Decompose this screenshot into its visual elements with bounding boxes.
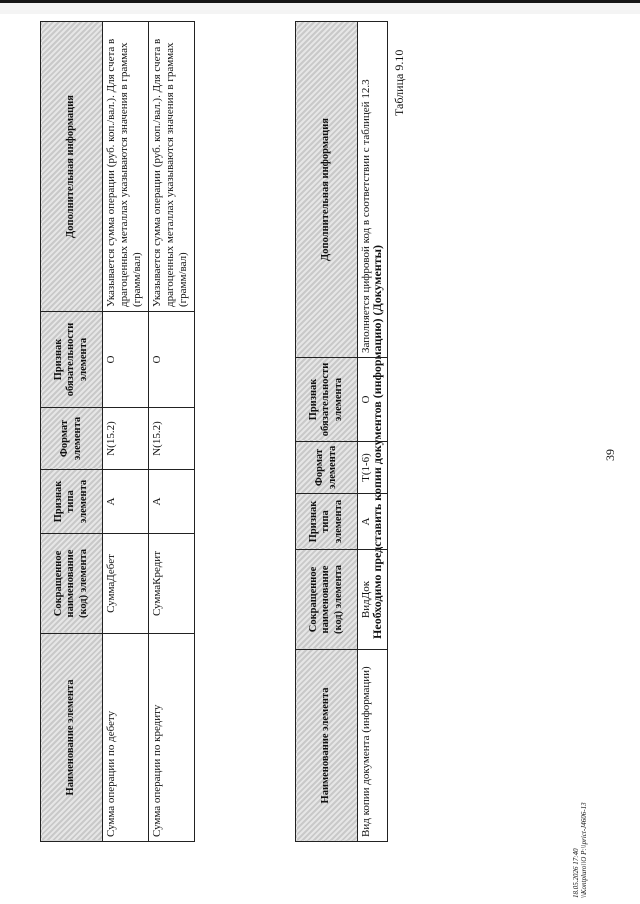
table-header-row xyxy=(41,22,103,842)
print-footer xyxy=(572,802,589,898)
column-header: Сокращенное наименование (код) элемента xyxy=(296,550,358,650)
table-cell: А xyxy=(358,494,388,550)
footer-path: \\Kontpluro\\O P:\\prict-J4606-13 xyxy=(580,802,589,898)
column-header: Наименование элемента xyxy=(41,634,103,842)
table-row xyxy=(103,22,149,842)
table-cell: Сумма операции по кредиту xyxy=(149,634,195,842)
table-cell: N(15.2) xyxy=(149,408,195,470)
table-caption: Таблица 9.10 xyxy=(392,49,406,116)
table-row xyxy=(358,22,388,842)
table-header-row xyxy=(296,22,358,842)
table-row xyxy=(149,22,195,842)
column-header: Признак типа элемента xyxy=(41,470,103,534)
column-header: Признак обязательности элемента xyxy=(296,358,358,442)
footer-timestamp: 18.05.2026 17:40 xyxy=(572,848,580,898)
table-cell: О xyxy=(358,358,388,442)
table-cell: О xyxy=(149,312,195,408)
table-cell: Указывается сумма операции (руб. коп./вал.). Для счета в драгоценных металлах указываются значения в граммах (грамм/вал) xyxy=(103,22,149,312)
table-cell: T(1-6) xyxy=(358,442,388,494)
column-header: Признак типа элемента xyxy=(296,494,358,550)
table-cell: Заполняется цифровой код в соответствии с таблицей 12.3 xyxy=(358,22,388,358)
column-header: Формат элемента xyxy=(41,408,103,470)
column-header: Признак обязательности элемента xyxy=(41,312,103,408)
table-cell: N(15.2) xyxy=(103,408,149,470)
column-header: Сокращенное наименование (код) элемента xyxy=(41,534,103,634)
column-header: Формат элемента xyxy=(296,442,358,494)
column-header: Наименование элемента xyxy=(296,650,358,842)
table-cell: О xyxy=(103,312,149,408)
column-header: Дополнительная информация xyxy=(41,22,103,312)
table-cell: СуммаКредит xyxy=(149,534,195,634)
table-cell: Указывается сумма операции (руб. коп./вал.). Для счета в драгоценных металлах указываются значения в граммах (грамм/вал) xyxy=(149,22,195,312)
table-cell: А xyxy=(103,470,149,534)
elements-table-2 xyxy=(295,21,388,842)
column-header: Дополнительная информация xyxy=(296,22,358,358)
elements-table-1 xyxy=(40,21,195,842)
table-cell: А xyxy=(149,470,195,534)
table-cell: Вид копии документа (информации) xyxy=(358,650,388,842)
page-number: 39 xyxy=(603,449,617,461)
table-cell: Сумма операции по дебету xyxy=(103,634,149,842)
table-title: Необходимо представить копии документов (информацию) (Документы) xyxy=(370,245,384,639)
table-cell: ВидДок xyxy=(358,550,388,650)
table-cell: СуммаДебет xyxy=(103,534,149,634)
